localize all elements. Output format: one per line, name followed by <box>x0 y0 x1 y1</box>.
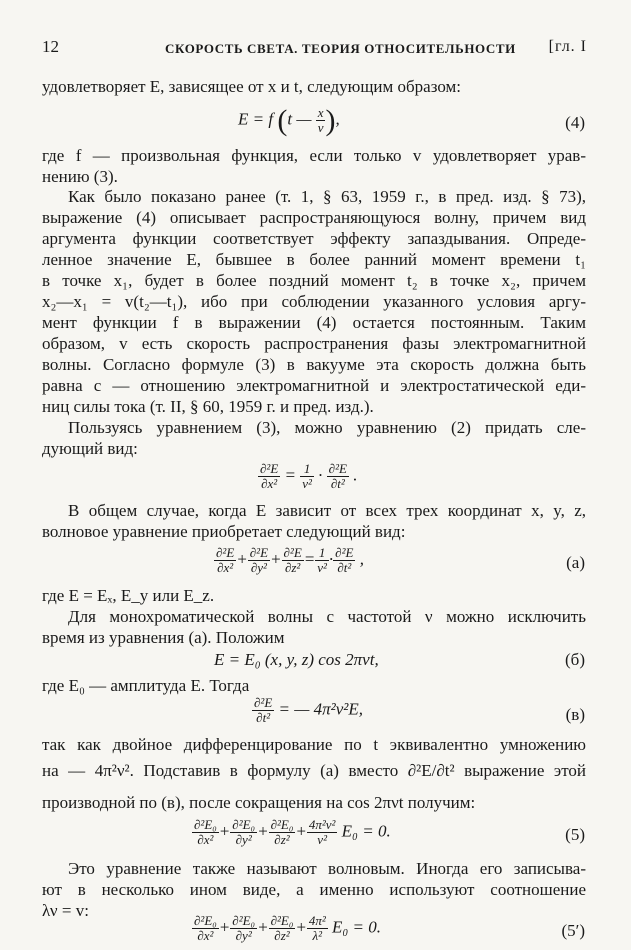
text-line: ют в несколько ином виде, а именно используют соотношение <box>42 880 586 899</box>
equation-v: $\frac{\text{∂²E}}{\text{∂t²}}$ = — 4π²ν²E, <box>254 695 363 725</box>
text-line: время из уравнения (а). Положим <box>42 628 285 647</box>
text-line: ленное значение E, бывшее в более ранний момент времени t₁ <box>42 250 586 269</box>
equation-label: (5′) <box>561 921 585 940</box>
text-line: Для монохроматической волны с частотой ν можно исключить <box>68 607 586 626</box>
page-number: 12 <box>42 37 59 56</box>
text-line: производной по (в), после сокращения на cos 2πνt получим: <box>42 793 476 812</box>
chapter-marker: [гл. I <box>548 38 587 55</box>
text-line: аргумента функции соответствует эффекту запаздывания. Опреде- <box>42 229 586 248</box>
text-line: где E₀ — амплитуда E. Тогда <box>42 676 250 695</box>
text-line: волны. Согласно формуле (3) в вакууме эта скорость должна быть <box>42 355 586 374</box>
text-line: Пользуясь уравнением (3), можно уравнению (2) придать сле- <box>68 418 586 437</box>
text-line: мент функции f в выражении (4) остается постоянным. Таким <box>42 313 586 332</box>
text-line: так как двойное дифференцирование по t эквивалентно умножению <box>42 735 586 754</box>
text-line: нению (3). <box>42 167 118 186</box>
running-title: СКОРОСТЬ СВЕТА. ТЕОРИЯ ОТНОСИТЕЛЬНОСТИ <box>165 41 516 56</box>
fraction: $\frac{x}{v}$ <box>317 105 324 135</box>
text-line: x₂—x₁ = v(t₂—t₁), ибо при соблюдении указанного условия аргу- <box>42 292 586 311</box>
text-line: где E = Eₓ, E_y или E_z. <box>42 586 215 605</box>
text-line: выражение (4) описывает распространяющуюся волну, причем вид <box>42 208 586 227</box>
equation-5: $\frac{\text{∂²E₀}}{\text{∂x²}}$ + $\frac{\text{∂²E₀}}{\text{∂y²}}$ + $\frac{\text{∂²E₀}}{\text{∂z²}}$ + $\frac{\text{4π²ν²}}{\text{v²}}$ E₀ = 0. <box>194 817 391 847</box>
text-line: Как было показано ранее (т. 1, § 63, 1959 г., в пред. изд. § 73), <box>68 187 586 206</box>
text-line: образом, v есть скорость распространения фазы электромагнитной <box>42 334 586 353</box>
text-line: λν = v: <box>42 901 89 920</box>
text-line: в точке x₁, будет в более поздний момент t₂ в точке x₂, причем <box>42 271 586 290</box>
text-line: Это уравнение также называют волновым. Иногда его записыва- <box>68 859 586 878</box>
text-line: где f — произвольная функция, если только v удовлетворяет урав- <box>42 146 586 165</box>
equation-4: E = f (t — $\frac{x}{v}$ ), <box>238 104 340 137</box>
text-line: В общем случае, когда E зависит от всех трех координат x, y, z, <box>68 501 586 520</box>
running-header <box>42 36 587 60</box>
equation-label: (а) <box>566 553 585 572</box>
equation-5-prime: $\frac{\text{∂²E₀}}{\text{∂x²}}$ + $\frac{\text{∂²E₀}}{\text{∂y²}}$ + $\frac{\text{∂²E₀}}{\text{∂z²}}$ + $\frac{\text{4π²}}{\text{λ²}}$ E₀ = 0. <box>194 913 382 943</box>
equation-label: (4) <box>565 113 585 132</box>
text-line: равна c — отношению электромагнитной и электростатической еди- <box>42 376 586 395</box>
text-line: на — 4π²ν². Подставив в формулу (а) вместо ∂²E/∂t² выражение этой <box>42 761 586 780</box>
text-line: волновое уравнение приобретает следующий вид: <box>42 522 406 541</box>
equation-a: $\frac{\text{∂²E}}{\text{∂x²}}$ + $\frac{\text{∂²E}}{\text{∂y²}}$ + $\frac{\text{∂²E}}{\text{∂z²}}$ = $\frac{1}{\text{v²}}$ · $\frac{\text{∂²E}}{\text{∂t²}}$ , <box>216 545 364 575</box>
equation-wave-1d: $\frac{\text{∂²E}}{\text{∂x²}}$ = $\frac{1}{\text{v²}}$ · $\frac{\text{∂²E}}{\text{∂t²}}$ . <box>260 461 358 491</box>
text-line: дующий вид: <box>42 439 138 458</box>
equation-label: (5) <box>565 825 585 844</box>
equation-label: (в) <box>565 705 585 724</box>
equation-b: E = E₀ (x, y, z) cos 2πνt, <box>214 650 379 669</box>
text-line: удовлетворяет E, зависящее от x и t, следующим образом: <box>42 77 461 96</box>
text-line: ниц силы тока (т. II, § 60, 1959 г. и пред. изд.). <box>42 397 374 416</box>
equation-label: (б) <box>565 650 585 669</box>
